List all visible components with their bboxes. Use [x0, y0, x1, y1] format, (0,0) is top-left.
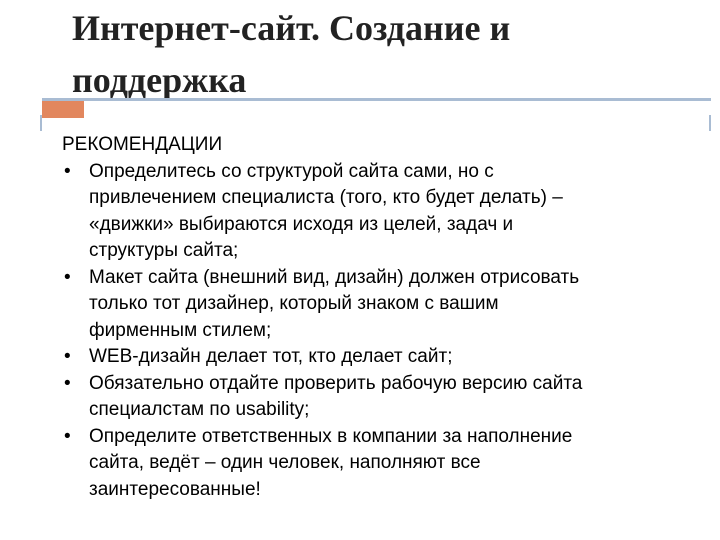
recommendations-list — [62, 159, 702, 504]
slide-title — [72, 2, 692, 106]
recommendation-text-line: «движки» выбираются исходя из целей, задач и — [89, 213, 514, 235]
title-accent-block — [42, 101, 84, 118]
divider-tick-left — [40, 115, 42, 131]
recommendation-text-line: структуры сайта; — [89, 240, 239, 261]
bullet-icon: • — [64, 346, 71, 367]
bullet-icon: • — [64, 372, 71, 394]
recommendation-text-line: фирменным стилем; — [89, 319, 272, 341]
title-divider — [42, 98, 711, 114]
content-body — [62, 132, 702, 503]
recommendation-item — [62, 159, 702, 265]
bullet-icon: • — [64, 425, 71, 447]
slide-title-line-2: поддержка — [72, 60, 247, 100]
recommendation-text-line: только тот дизайнер, который знаком с вашим — [89, 293, 499, 314]
recommendation-item — [62, 265, 702, 345]
recommendation-text-line: Определите ответственных в компании за наполнение — [89, 425, 573, 447]
recommendation-text-line: привлечением специалиста (того, кто будет делать) – — [89, 187, 563, 208]
recommendation-text-line: WEB-дизайн делает тот, кто делает сайт; — [89, 346, 453, 367]
recommendation-text-line: специалстам по usability; — [89, 399, 310, 420]
divider-tick-right — [709, 115, 711, 131]
recommendation-text-line: Определитесь со структурой сайта сами, но с — [89, 160, 494, 182]
bullet-icon: • — [64, 266, 71, 288]
recommendation-text-line: Макет сайта (внешний вид, дизайн) должен отрисовать — [89, 266, 580, 288]
bullet-icon: • — [64, 160, 71, 182]
slide-title-line-1: Интернет-сайт. Создание и — [72, 8, 511, 48]
recommendation-item — [62, 344, 702, 371]
recommendation-item — [62, 371, 702, 424]
recommendation-text-line: сайта, ведёт – один человек, наполняют все — [89, 452, 481, 473]
recommendations-heading: РЕКОМЕНДАЦИИ — [62, 134, 223, 155]
recommendation-text-line: Обязательно отдайте проверить рабочую версию сайта — [89, 372, 583, 394]
recommendation-item — [62, 424, 702, 504]
recommendation-text-line: заинтересованные! — [89, 478, 261, 500]
